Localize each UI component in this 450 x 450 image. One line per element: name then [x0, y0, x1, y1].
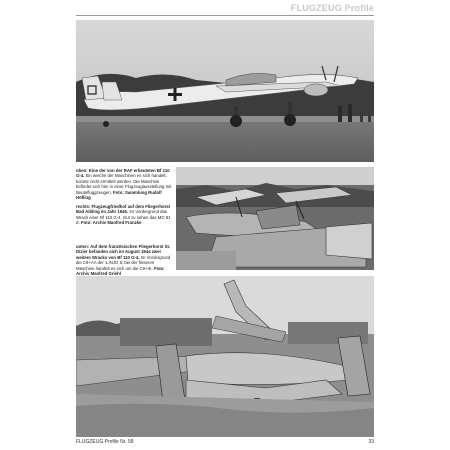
- caption-bottom-photo: [76, 244, 172, 276]
- caption-credit: Foto: Sammlung Rudolf Höfling: [76, 189, 162, 201]
- photo-parked-bf110: [76, 20, 374, 162]
- caption-right-photo: [76, 204, 172, 226]
- photo-wrecks-st-dizier-image: [76, 276, 374, 437]
- caption-body: Im Vordergrund die C9+AA der 1./NJG 5; bei der hinteren Maschine handelt es sich um die C9+IK.: [76, 254, 171, 271]
- magazine-title: FLUGZEUG Profile: [290, 3, 374, 13]
- caption-body: Im Vordergrund das Wrack einer Bf 110 G-4. Gut zu sehen das MG 81 Z.: [76, 209, 171, 226]
- caption-body: Ein weiche der Maschinen es sich handelt, konnte nicht ermittelt werden. Die Maschine befindet sich hier in einer Flugzeugausstellung mit Beutefluggzeugen.: [76, 173, 172, 195]
- caption-lead: oben: Eine der von der RAF erbeuteten Bf 110 G-4.: [76, 168, 170, 179]
- photo-wrecks-st-dizier: [76, 276, 374, 437]
- caption-lead: unten: Auf dem französischen Fliegerhorst St. Dizier befanden sich im August 1944 zwei weitere Wracks von Bf 110 G-4.: [76, 244, 171, 260]
- photo-aircraft-graveyard: [176, 167, 374, 270]
- footer-page-number: 33: [368, 439, 374, 445]
- caption-credit: Foto: Archiv Manfred Griehl: [76, 265, 165, 277]
- caption-top-photo: [76, 168, 172, 200]
- photo-aircraft-graveyard-image: [176, 167, 374, 270]
- header-rule: [76, 15, 374, 16]
- footer-magazine-issue: FLUGZEUG Profile Nr. 58: [76, 439, 134, 445]
- caption-lead: rechts: Flugzeugfriedhof auf dem Fliegerhorst Bad Aibling im Jahr 1945.: [76, 204, 171, 215]
- caption-credit: Foto: Archiv Manfred Franzke: [81, 220, 142, 226]
- photo-parked-bf110-image: [76, 20, 374, 162]
